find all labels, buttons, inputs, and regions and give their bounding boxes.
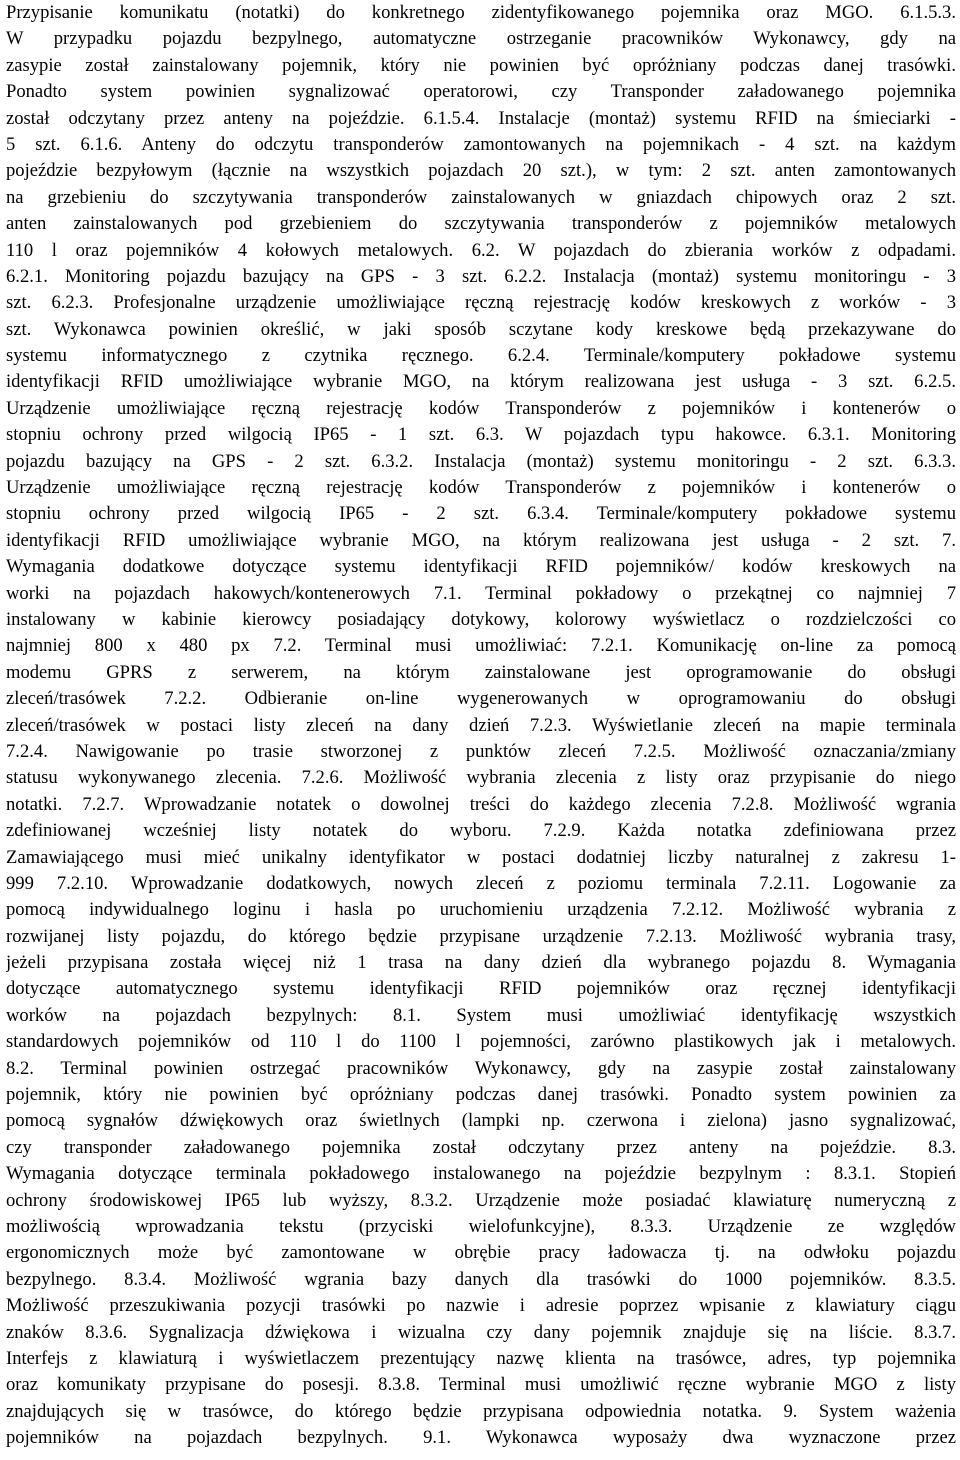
text-line: worków na pojazdach bezpylnych: 8.1. System musi umożliwiać identyfikację wszystkich	[6, 1004, 956, 1026]
text-line: W przypadku pojazdu bezpylnego, automatyczne ostrzeganie pracowników Wykonawcy, gdy na	[6, 28, 956, 50]
text-line: pomocą sygnałów dźwiękowych oraz świetlnych (lampki np. czerwona i zielona) jasno sygnalizować,	[6, 1110, 956, 1132]
text-line: szt. 6.2.3. Profesjonalne urządzenie umożliwiające ręczną rejestrację kodów kreskowych z worków - 3	[6, 292, 956, 314]
text-line: zleceń/trasówek 7.2.2. Odbieranie on-line wygenerowanych w oprogramowaniu do obsługi	[6, 688, 956, 710]
text-line: pojemnik, który nie powinien być opróżniany podczas danej trasówki. Ponadto system powinien za	[6, 1084, 956, 1106]
text-line: Interfejs z klawiaturą i wyświetlaczem prezentujący nazwę klienta na trasówce, adres, typ pojemnika	[6, 1347, 956, 1369]
text-line: pojazdu bazujący na GPS - 2 szt. 6.3.2. Instalacja (montaż) systemu monitoringu - 2 szt. 6.3.3.	[6, 450, 956, 472]
text-line: 6.2.1. Monitoring pojazdu bazujący na GPS - 3 szt. 6.2.2. Instalacja (montaż) systemu monitoringu - 3	[6, 265, 956, 287]
text-line: rozwijanej listy pojazdu, do którego będzie przypisane urządzenie 7.2.13. Możliwość wybrania trasy,	[6, 925, 956, 947]
text-line: jeżeli przypisana została więcej niż 1 trasa na dany dzień dla wybranego pojazdu 8. Wymagania	[6, 952, 956, 974]
text-line: zdefiniowanej wcześniej listy notatek do wyboru. 7.2.9. Każda notatka zdefiniowana przez	[6, 820, 956, 842]
text-line: ergonomicznych może być zamontowane w obrębie pracy ładowacza tj. na odwłoku pojazdu	[6, 1242, 956, 1264]
text-line: anten zainstalowanych pod grzebieniem do szczytywania transponderów z pojemników metalowych	[6, 213, 956, 235]
text-line: Wymagania dotyczące terminala pokładowego instalowanego na pojeździe bezpylnym : 8.3.1. Stopień	[6, 1163, 956, 1185]
text-line: standardowych pojemników od 110 l do 1100 l pojemności, zarówno plastikowych jak i metalowych.	[6, 1031, 956, 1053]
text-line: stopniu ochrony przed wilgocią IP65 - 1 szt. 6.3. W pojazdach typu hakowce. 6.3.1. Monitoring	[6, 424, 956, 446]
text-line: pojeździe bezpyłowym (łącznie na wszystkich pojazdach 20 szt.), w tym: 2 szt. anten zamontowanych	[6, 160, 956, 182]
text-line: ochrony środowiskowej IP65 lub wyższy, 8.3.2. Urządzenie może posiadać klawiaturę numeryczną z	[6, 1189, 956, 1211]
text-line: instalowany w kabinie kierowcy posiadający dotykowy, kolorowy wyświetlacz o rozdzielczości co	[6, 608, 956, 630]
text-line: znajdujących się w trasówce, do którego będzie przypisana odpowiednia notatka. 9. System ważenia	[6, 1400, 956, 1422]
text-line: dotyczące automatycznego systemu identyfikacji RFID pojemników oraz ręcznej identyfikacji	[6, 978, 956, 1000]
text-line: stopniu ochrony przed wilgocią IP65 - 2 szt. 6.3.4. Terminale/komputery pokładowe systemu	[6, 503, 956, 525]
text-line: pojemników na pojazdach bezpylnych. 9.1. Wykonawca wyposaży dwa wyznaczone przez	[6, 1427, 956, 1449]
text-line: Przypisanie komunikatu (notatki) do konkretnego zidentyfikowanego pojemnika oraz MGO. 6.1.5.3.	[6, 2, 956, 23]
text-line: zleceń/trasówek w postaci listy zleceń na dany dzień 7.2.3. Wyświetlanie zleceń na mapie terminala	[6, 714, 956, 736]
text-line: identyfikacji RFID umożliwiające wybranie MGO, na którym realizowana jest usługa - 3 szt. 6.2.5.	[6, 371, 956, 393]
text-line: najmniej 800 x 480 px 7.2. Terminal musi umożliwiać: 7.2.1. Komunikację on-line za pomocą	[6, 635, 956, 657]
text-line: Urządzenie umożliwiające ręczną rejestrację kodów Transponderów z pojemników i kontenerów o	[6, 397, 956, 419]
text-line: znaków 8.3.6. Sygnalizacja dźwiękowa i wizualna czy dany pojemnik znajduje się na liście. 8.3.7.	[6, 1321, 956, 1343]
text-line: oraz komunikaty przypisane do posesji. 8.3.8. Terminal musi umożliwić ręczne wybranie MGO z listy	[6, 1374, 956, 1396]
text-line: zasypie został zainstalowany pojemnik, który nie powinien być opróżniany podczas danej trasówki.	[6, 54, 956, 76]
document-text-page	[6, 0, 956, 1451]
text-line: notatki. 7.2.7. Wprowadzanie notatek o dowolnej treści do każdego zlecenia 7.2.8. Możliwość wgrania	[6, 793, 956, 815]
text-line: możliwością wprowadzania tekstu (przyciski wielofunkcyjne), 8.3.3. Urządzenie ze względów	[6, 1215, 956, 1237]
text-line: 7.2.4. Nawigowanie po trasie stworzonej z punktów zleceń 7.2.5. Możliwość oznaczania/zmiany	[6, 740, 956, 762]
text-line: szt. Wykonawca powinien określić, w jaki sposób sczytane kody kreskowe będą przekazywane do	[6, 318, 956, 340]
text-line: 8.2. Terminal powinien ostrzegać pracowników Wykonawcy, gdy na zasypie został zainstalowany	[6, 1057, 956, 1079]
text-line: Urządzenie umożliwiające ręczną rejestrację kodów Transponderów z pojemników i kontenerów o	[6, 477, 956, 499]
text-line: pomocą indywidualnego loginu i hasla po uruchomieniu urządzenia 7.2.12. Możliwość wybrania z	[6, 899, 956, 921]
text-line: statusu wykonywanego zlecenia. 7.2.6. Możliwość wybrania zlecenia z listy oraz przypisanie do niego	[6, 767, 956, 789]
text-line: na grzebieniu do szczytywania transponderów zainstalowanych w gniazdach chipowych oraz 2 szt.	[6, 186, 956, 208]
text-line: 5 szt. 6.1.6. Anteny do odczytu transponderów zamontowanych na pojemnikach - 4 szt. na każdym	[6, 133, 956, 155]
text-line: czy transponder załadowanego pojemnika został odczytany przez anteny na pojeździe. 8.3.	[6, 1136, 956, 1158]
text-line: systemu informatycznego z czytnika ręcznego. 6.2.4. Terminale/komputery pokładowe systemu	[6, 345, 956, 367]
text-line: identyfikacji RFID umożliwiające wybranie MGO, na którym realizowana jest usługa - 2 szt. 7.	[6, 529, 956, 551]
text-line: Ponadto system powinien sygnalizować operatorowi, czy Transponder załadowanego pojemnika	[6, 81, 956, 103]
text-line: Zamawiającego musi mieć unikalny identyfikator w postaci dodatniej liczby naturalnej z zakresu 1-	[6, 846, 956, 868]
text-line: 999 7.2.10. Wprowadzanie dodatkowych, nowych zleceń z poziomu terminala 7.2.11. Logowanie za	[6, 872, 956, 894]
text-line: Możliwość przeszukiwania pozycji trasówki po nazwie i adresie poprzez wpisanie z klawiatury ciągu	[6, 1295, 956, 1317]
text-line: 110 l oraz pojemników 4 kołowych metalowych. 6.2. W pojazdach do zbierania worków z odpadami.	[6, 239, 956, 261]
text-line: bezpylnego. 8.3.4. Możliwość wgrania bazy danych dla trasówki do 1000 pojemników. 8.3.5.	[6, 1268, 956, 1290]
text-line: worki na pojazdach hakowych/kontenerowych 7.1. Terminal pokładowy o przekątnej co najmniej 7	[6, 582, 956, 604]
text-line: Wymagania dodatkowe dotyczące systemu identyfikacji RFID pojemników/ kodów kreskowych na	[6, 556, 956, 578]
text-line: został odczytany przez anteny na pojeździe. 6.1.5.4. Instalacje (montaż) systemu RFID na śmieciarki -	[6, 107, 956, 129]
text-line: modemu GPRS z serwerem, na którym zainstalowane jest oprogramowanie do obsługi	[6, 661, 956, 683]
